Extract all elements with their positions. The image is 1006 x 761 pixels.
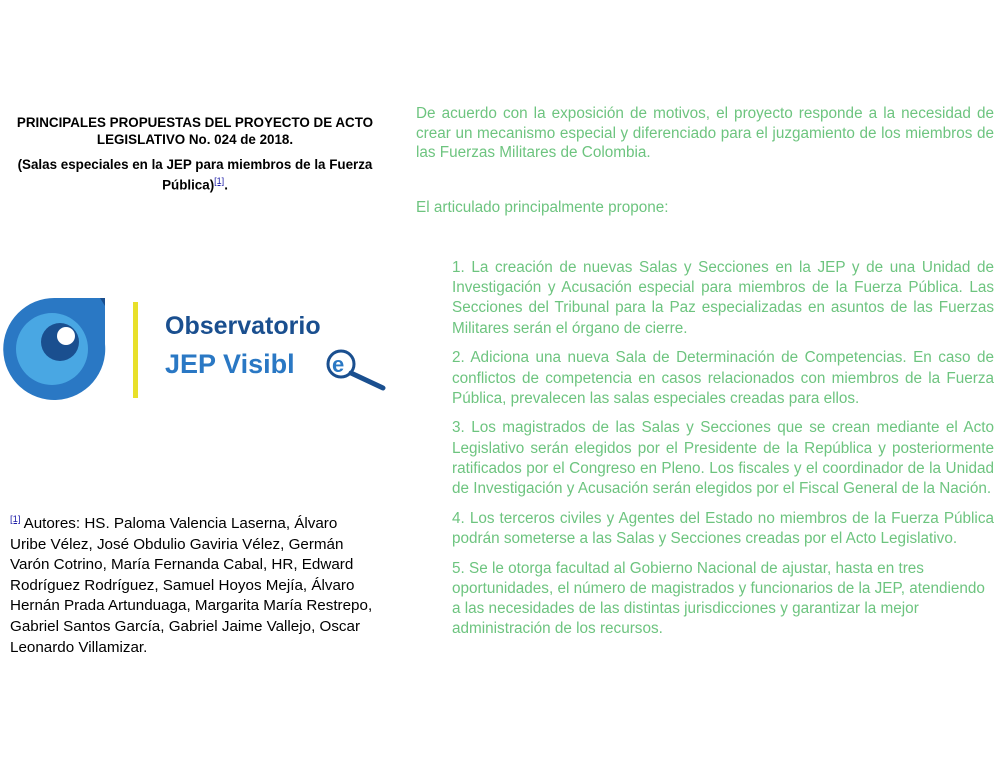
list-lead: El articulado principalmente propone: [416,199,669,216]
document-subtitle [14,156,376,193]
footnote-text: Autores: HS. Paloma Valencia Laserna, Álvaro Uribe Vélez, José Obdulio Gaviria Vélez, Germán Varón Cotrino, María Fernanda Cabal, HR, Edward Rodríguez Rodríguez, Samuel Hoyos Mejía, Álvaro Hernán Prada Artunduaga, Margarita María Restrepo, Gabriel Santos García, Gabriel Jaime Vallejo, Oscar Leonardo Villamizar. [10,515,373,656]
logo-eye-icon [3,298,105,400]
logo-line-jep-visible: JEP Visibl [165,349,295,379]
footnote [10,510,375,658]
list-item: 3. Los magistrados de las Salas y Secciones que se crean mediante el Acto Legislativo serán elegidos por el Presidente de la República y posteriormente ratificados por el Congreso en Pleno. Los fiscales y el coordinador de la Unidad de Investigación y Acusación serán elegidos por el Fiscal General de la Nación. [452,419,994,498]
observatorio-jep-visible-logo [0,292,400,404]
logo-divider [133,302,138,398]
intro-paragraph: De acuerdo con la exposición de motivos, el proyecto responde a la necesidad de crear un mecanismo especial y diferenciado para el juzgamiento de los miembros de las Fuerzas Militares de Colombia. [416,105,994,161]
footnote-reference-link[interactable]: [1] [214,176,225,186]
list-item: 4. Los terceros civiles y Agentes del Estado no miembros de la Fuerza Pública podrán someterse a las Salas y Secciones creadas por el Acto Legislativo. [452,509,994,547]
proposal-list [452,258,994,649]
list-item: 1. La creación de nuevas Salas y Secciones en la JEP y de una Unidad de Investigación y Acusación especial para miembros de la Fuerza Pública. Las Secciones del Tribunal para la Paz especializadas en asuntos de las Fuerzas Militares serán el órgano de cierre. [452,259,994,337]
subtitle-period: . [224,177,228,193]
list-item: 2. Adiciona una nueva Sala de Determinación de Competencias. En caso de conflictos de competencia en casos relacionados con miembros de la Fuerza Pública, prevalecen las salas especiales creadas para ellos. [452,349,994,407]
logo-magnifier-letter: e [332,352,345,377]
logo-line-observatorio: Observatorio [165,312,321,340]
magnifier-icon [328,351,383,388]
list-item: 5. Se le otorga facultad al Gobierno Nacional de ajustar, hasta en tres oportunidades, el número de magistrados y funcionarios de la JEP, atendiendo a las necesidades de las distintas jurisdicciones y garantizar la mejor administración de los recursos. [452,559,985,638]
subtitle-text: (Salas especiales en la JEP para miembros de la Fuerza Pública) [17,157,373,193]
footnote-marker[interactable]: [1] [10,514,21,525]
document-title: PRINCIPALES PROPUESTAS DEL PROYECTO DE ACTO LEGISLATIVO No. 024 de 2018. [16,115,374,147]
